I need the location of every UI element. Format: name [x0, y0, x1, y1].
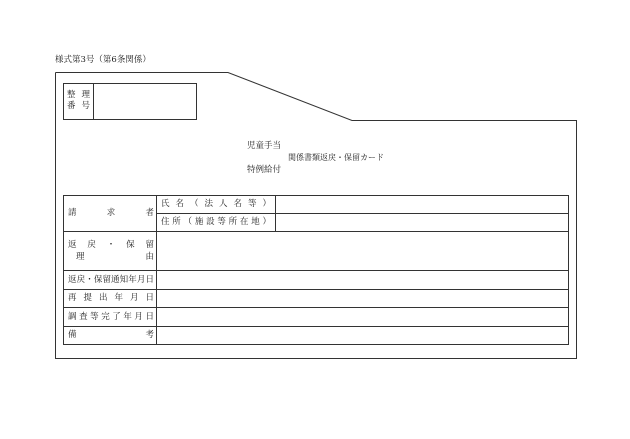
card-table: [63, 195, 569, 345]
remarks-label: 備考: [68, 330, 154, 341]
resubmit-date-label: 再提出年月日: [68, 293, 154, 304]
reason-label-cell: [64, 232, 157, 271]
heading-special-benefit: 特例給付: [247, 165, 282, 175]
form-number: 様式第3号（第6条関係）: [55, 55, 151, 65]
table-row-notice-date: [64, 271, 569, 290]
notice-date-value-cell: [157, 271, 569, 290]
notice-date-label-cell: [64, 271, 157, 290]
reference-label-line2: 番号: [67, 101, 90, 111]
name-value-cell: [276, 196, 569, 214]
heading-card-title: 関係書類返戻・保留カード: [288, 153, 384, 162]
table-row-resubmit-date: [64, 290, 569, 308]
survey-done-value-cell: [157, 308, 569, 327]
table-row-name: [64, 196, 569, 214]
heading-child-allowance: 児童手当: [247, 141, 282, 151]
reason-value-cell: [157, 232, 569, 271]
resubmit-date-label-cell: [64, 290, 157, 308]
address-value-cell: [276, 214, 569, 232]
remarks-value-cell: [157, 327, 569, 345]
survey-done-label: 調査等完了年月日: [68, 311, 154, 322]
claimant-label-cell: [64, 196, 157, 232]
reason-label-line2: 理由: [76, 252, 154, 262]
reference-number-label: [64, 84, 94, 119]
name-label: 氏名（法人名等）: [161, 199, 271, 210]
table-row-remarks: [64, 327, 569, 345]
address-label: 住所（施設等所在地）: [161, 217, 271, 228]
reason-label-line1: 返戻・保留: [68, 240, 154, 250]
resubmit-date-value-cell: [157, 290, 569, 308]
table-row-reason: [64, 232, 569, 271]
reference-number-box: [63, 83, 197, 120]
survey-done-label-cell: [64, 308, 157, 327]
name-label-cell: [157, 196, 276, 214]
remarks-label-cell: [64, 327, 157, 345]
notice-date-label: 返戻・保留通知年月日: [68, 274, 154, 285]
table-row-survey-done: [64, 308, 569, 327]
reference-label-line1: 整理: [67, 90, 90, 100]
address-label-cell: [157, 214, 276, 232]
claimant-label: 請求者: [68, 208, 154, 219]
reference-number-value: [94, 84, 196, 119]
